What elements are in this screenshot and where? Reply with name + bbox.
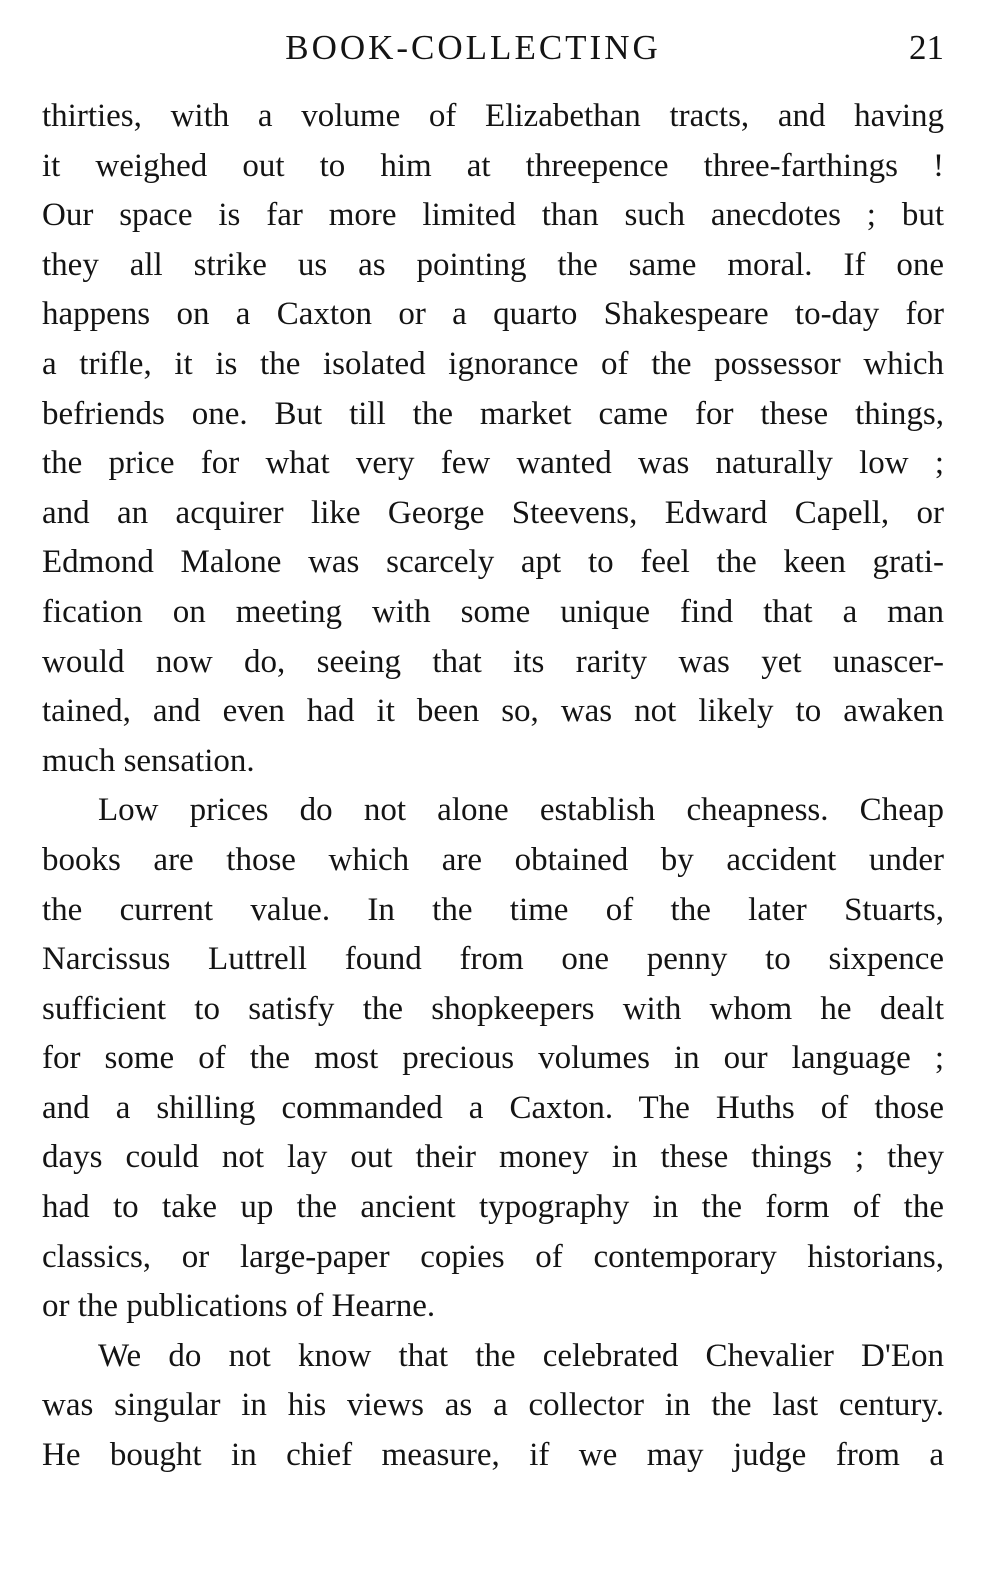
text-line: sufficient to satisfy the shopkeepers with whom he dealt: [42, 990, 944, 1027]
text-line: tained, and even had it been so, was not likely to awaken: [42, 693, 944, 730]
text-line: for some of the most precious volumes in our language ;: [42, 1040, 944, 1077]
page-number: 21: [909, 28, 944, 67]
text-line: and an acquirer like George Steevens, Edward Capell, or: [42, 494, 944, 531]
running-title: BOOK-COLLECTING: [285, 28, 661, 67]
text-line: would now do, seeing that its rarity was yet unascer-: [42, 643, 944, 680]
text-line: We do not know that the celebrated Chevalier D'Eon: [98, 1337, 944, 1374]
text-line: a trifle, it is the isolated ignorance of the possessor which: [42, 345, 944, 382]
paragraph-3: [42, 1332, 944, 1481]
text-line: fication on meeting with some unique find that a man: [42, 593, 944, 630]
text-line: had to take up the ancient typography in the form of the: [42, 1189, 944, 1226]
text-line: Edmond Malone was scarcely apt to feel the keen grati-: [42, 544, 944, 581]
text-line: days could not lay out their money in these things ; they: [42, 1139, 944, 1176]
text-line: or the publications of Hearne.: [42, 1288, 436, 1325]
text-line: thirties, with a volume of Elizabethan tracts, and having: [42, 98, 944, 134]
body-text: [42, 92, 944, 1481]
text-line: was singular in his views as a collector in the last century.: [42, 1387, 944, 1424]
text-line: Low prices do not alone establish cheapness. Cheap: [98, 792, 944, 829]
text-line: happens on a Caxton or a quarto Shakespeare to-day for: [42, 296, 944, 333]
text-line: much sensation.: [42, 742, 255, 779]
text-line: it weighed out to him at threepence three-farthings !: [42, 147, 944, 184]
text-line: the current value. In the time of the later Stuarts,: [42, 891, 944, 928]
paragraph-1: [42, 92, 944, 786]
text-line: classics, or large-paper copies of contemporary historians,: [42, 1238, 944, 1275]
text-line: they all strike us as pointing the same moral. If one: [42, 246, 944, 283]
text-line: books are those which are obtained by accident under: [42, 841, 944, 878]
text-line: He bought in chief measure, if we may judge from a: [42, 1437, 944, 1474]
text-line: and a shilling commanded a Caxton. The Huths of those: [42, 1089, 944, 1126]
paragraph-2: [42, 786, 944, 1332]
running-head: [42, 22, 944, 74]
text-line: Narcissus Luttrell found from one penny to sixpence: [42, 941, 944, 978]
text-line: Our space is far more limited than such anecdotes ; but: [42, 197, 944, 234]
text-line: befriends one. But till the market came for these things,: [42, 395, 944, 432]
text-line: the price for what very few wanted was naturally low ;: [42, 445, 944, 482]
